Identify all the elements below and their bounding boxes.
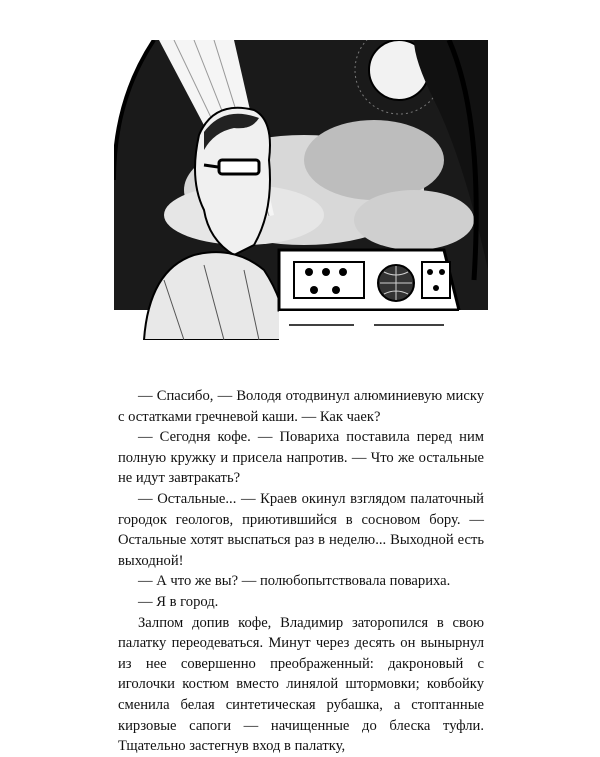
paragraph-6: Залпом допив кофе, Владимир заторопился в свою палатку переодеваться. Минут через десять он вынырнул из нее совершенно преображенный: дакроновый с иголочки костюм вместо линялой штормовки; ковбойку сменила белая синтетическая рубашка, а стоптанные кирзовые сапоги — начищенные до блеска туфли. Тщательно застегнув вход в палатку,	[118, 614, 484, 755]
story-text	[118, 386, 484, 757]
paragraph-5: — Я в город.	[138, 593, 219, 610]
paragraph-2: — Сегодня кофе. — Повариха поставила перед ним полную кружку и присела напротив. — Что же остальные не идут завтракать?	[118, 429, 484, 487]
paragraph-4: — А что же вы? — полюбопытствовала повариха.	[138, 573, 451, 590]
paragraph-1: — Спасибо, — Володя отодвинул алюминиевую миску с остатками гречневой каши. — Как чаек?	[118, 388, 484, 425]
illustration-drawing	[114, 40, 488, 340]
cockpit-illustration	[114, 40, 488, 340]
pilot-glasses	[219, 160, 259, 174]
paragraph-3: — Остальные... — Краев окинул взглядом палаточный городок геологов, приютившийся в сосновом бору. — Остальные хотят выспаться раз в неделю... Выходной есть выходной!	[118, 490, 484, 569]
